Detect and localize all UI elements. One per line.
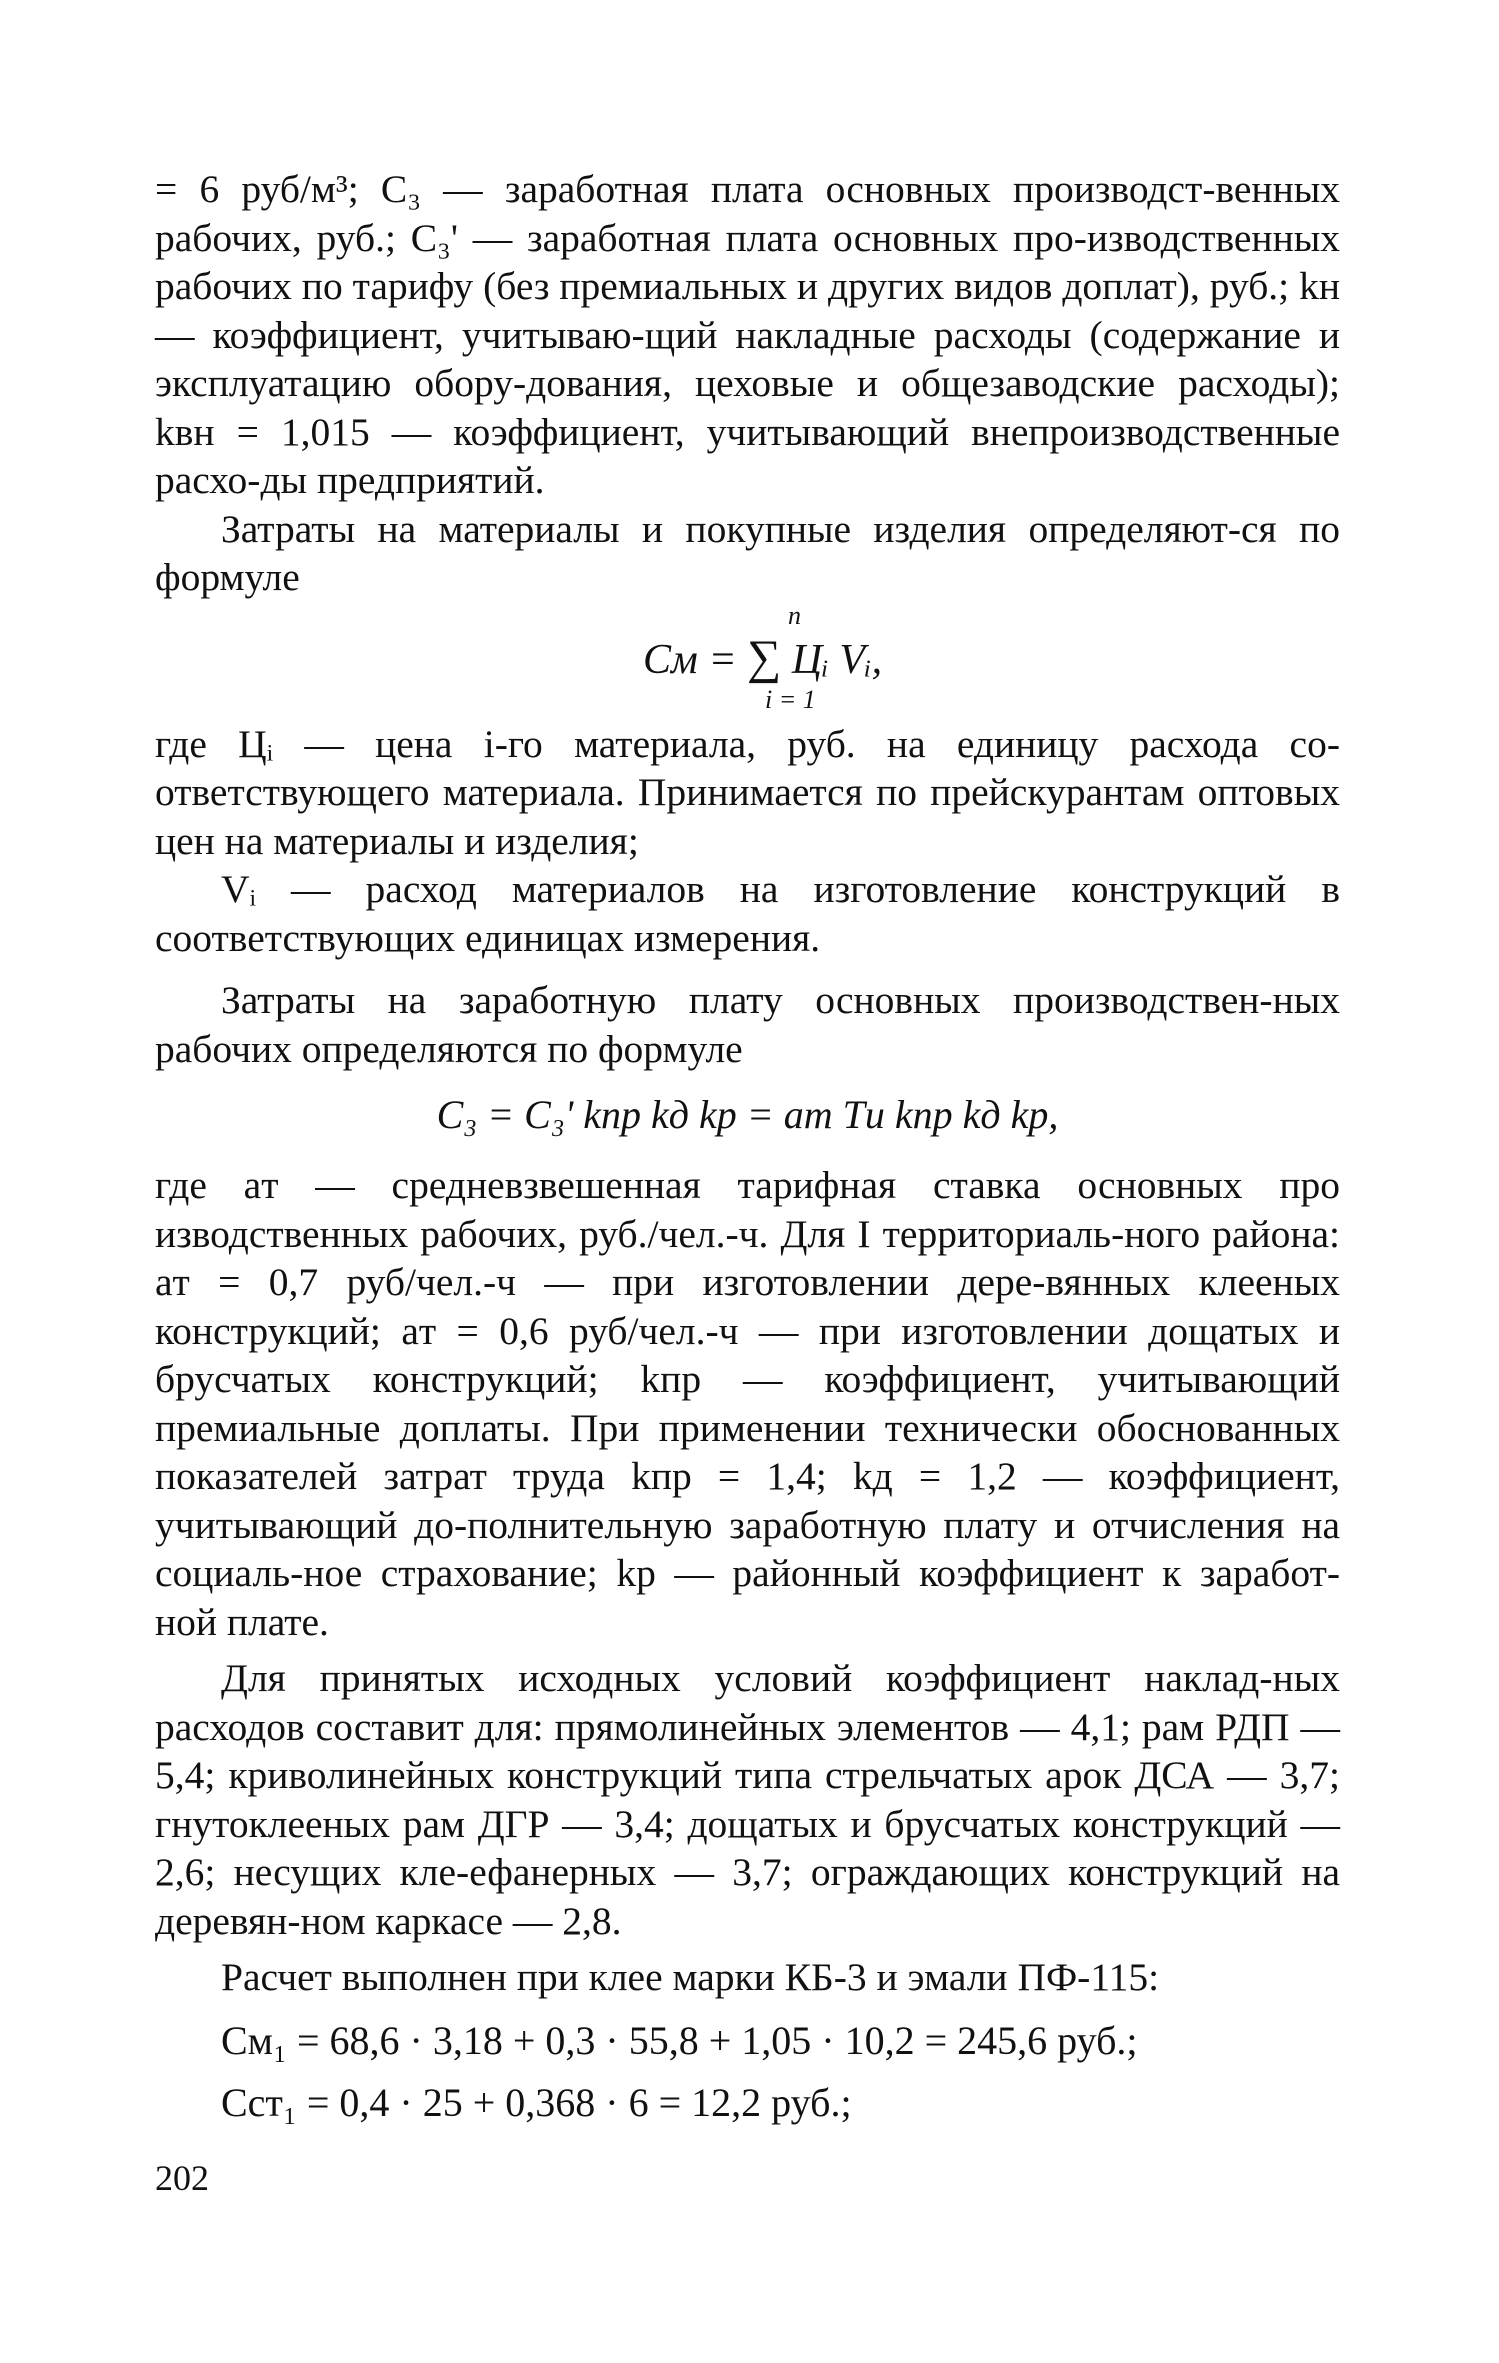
sum-left: Cм = [643, 636, 737, 683]
paragraph-7: Для принятых исходных условий коэффициент наклад-ных расходов составит для: прямолинейных элементов — 4,1; рам РДП — 5,4; криволинейных конструкций типа стрельчатых арок ДСА — 3,7; гнутоклееных рам ДГР — 3,4; дощатых и брусчатых конструкций — 2,6; несущих кле-ефанерных — 3,7; ограждающих конструкций на деревян-ном каркасе — 2,8. [155, 1656, 1340, 1943]
page-body [155, 165, 1340, 2134]
sigma-symbol: ∑ [747, 630, 782, 684]
calculation-1: Cм₁ = 68,6 · 3,18 + 0,3 · 55,8 + 1,05 · 10,2 = 245,6 руб.; [221, 2017, 1138, 2063]
formula-materials [155, 602, 1340, 720]
paragraph-8: Расчет выполнен при клее марки КБ-3 и эмали ПФ-115: [221, 1955, 1160, 1999]
paragraph-6: где aт — средневзвешенная тарифная ставка основных про изводственных рабочих, руб./чел.-ч. Для I территориаль-ного района: aт = 0,7 руб/чел.-ч — при изготовлении дере-вянных клееных конструкций; aт = 0,6 руб/чел.-ч — при изготовлении дощатых и брусчатых конструкций; kпр — коэффициент, учитывающий премиальные доплаты. При применении технически обоснованных показателей затрат труда kпр = 1,4; kд = 1,2 — коэффициент, учитывающий до-полнительную заработную плату и отчисления на социаль-ное страхование; kр — районный коэффициент к заработ-ной плате. [155, 1163, 1340, 1644]
calculation-2: Cст₁ = 0,4 · 25 + 0,368 · 6 = 12,2 руб.; [221, 2079, 852, 2125]
paragraph-2: Затраты на материалы и покупные изделия определяют-ся по формуле [155, 506, 1340, 599]
wage-formula: C₃ = C₃' kпр kд kр = aт Tи kпр kд kр, [436, 1091, 1059, 1137]
sum-formula [643, 602, 1043, 720]
paragraph-1: = 6 руб/м³; C₃ — заработная плата основных производст-венных рабочих, руб.; C₃' — заработная плата основных про-изводственных рабочих по тарифу (без премиальных и других видов доплат), руб.; kн — коэффициент, учитываю-щий накладные расходы (содержание и эксплуатацию обору-дования, цеховые и общезаводские расходы); kвн = 1,015 — коэффициент, учитывающий внепроизводственные расхо-ды предприятий. [155, 167, 1340, 502]
sum-expression [643, 632, 882, 686]
sum-upper-limit: n [788, 600, 801, 630]
page-number: 202 [155, 2158, 209, 2198]
sum-right: Цᵢ Vᵢ, [791, 636, 883, 683]
paragraph-4: Vᵢ — расход материалов на изготовление конструкций в соответствующих единицах измерения. [155, 867, 1340, 960]
paragraph-3: где Цᵢ — цена i-го материала, руб. на единицу расхода со-ответствующего материала. Принимается по прейскурантам оптовых цен на материалы и изделия; [155, 721, 1340, 863]
sum-lower-limit: i = 1 [765, 684, 816, 714]
paragraph-5: Затраты на заработную плату основных производствен-ных рабочих определяются по формуле [155, 978, 1340, 1071]
formula-wages [155, 1073, 1340, 1155]
